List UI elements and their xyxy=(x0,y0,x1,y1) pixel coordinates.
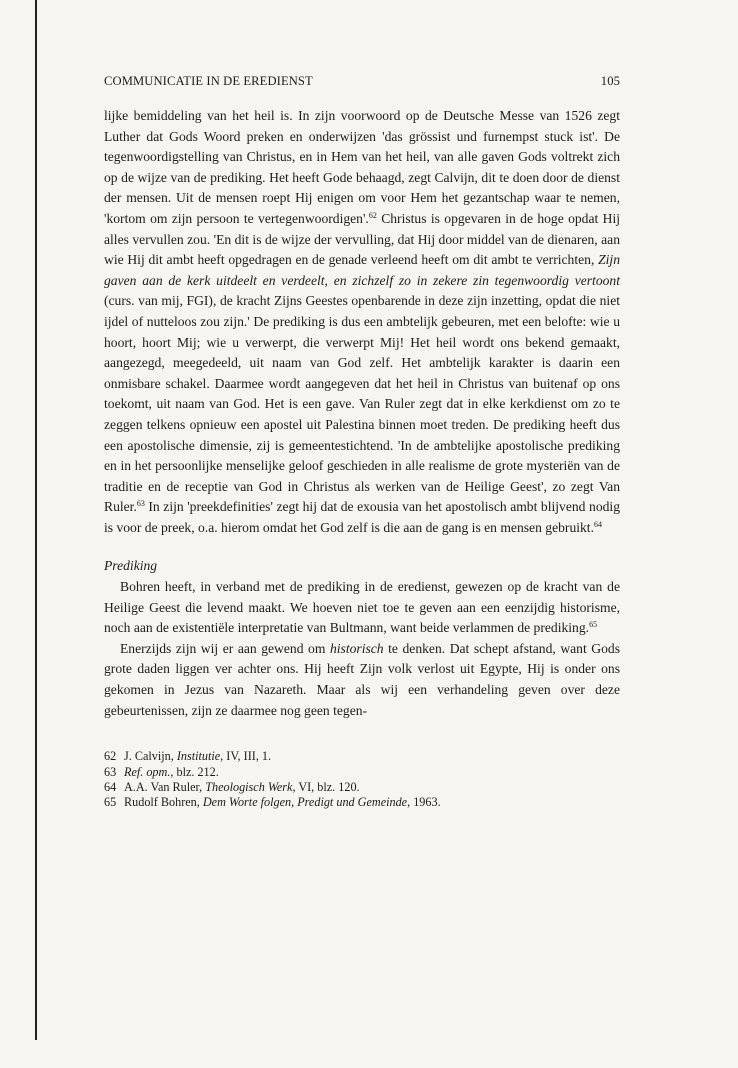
footnote-number: 62 xyxy=(104,749,117,764)
footnote-text-italic: Dem Worte folgen, Predigt und Gemeinde xyxy=(202,795,408,810)
footnote-number: 64 xyxy=(104,780,117,795)
footnote-text xyxy=(124,780,360,795)
footnote-text xyxy=(124,795,441,810)
section-heading: Prediking xyxy=(104,558,158,574)
footnote-text-post: , IV, III, 1. xyxy=(220,749,272,764)
footnote-text-post: , 1963. xyxy=(407,795,441,810)
running-header-title: COMMUNICATIE IN DE EREDIENST xyxy=(104,74,313,88)
footnote-ref-65: 65 xyxy=(589,620,598,630)
footnote-text xyxy=(124,765,219,780)
footnote-text-pre: Rudolf Bohren, xyxy=(124,795,203,810)
paragraph-3-text-b: te denken. Dat schept afstand, want Gods grote daden liggen ver achter ons. Hij heeft Zijn volk verlost uit Egypte, Hij is onder ons gekomen in Jezus van Nazareth. Maar als wij een verhandeling geven over deze gebeurtenissen, zijn ze daarmee nog geen tegen- xyxy=(104,640,620,718)
paragraph-1-text-d: In zijn 'preekdefinities' zegt hij dat de exousia van het apostolisch ambt blijvend nodig is voor de preek, o.a. hierom omdat het God zelf is die aan de gang is en mensen gebruikt. xyxy=(104,499,620,535)
footnote-number: 65 xyxy=(104,795,117,810)
footnote-text-italic: Institutie xyxy=(176,749,221,764)
footnote-ref-62: 62 xyxy=(368,210,377,220)
book-spine-edge xyxy=(35,0,37,1040)
footnote-text-post: , blz. 212. xyxy=(170,764,219,779)
paragraph-1-text-a: lijke bemiddeling van het heil is. In zijn voorwoord op de Deutsche Messe van 1526 zegt Luther dat Gods Woord preken en onderwijzen 'das grössist und furnempst stuck ist'. De tegenwoordigstelling van Christus, en in Hem van het heil, van alle gaven Gods voltrekt zich op de wijze van de prediking. Het heeft Gode behaagd, zegt Calvijn, dit te doen door de dienst der mensen. Uit de mensen roept Hij enigen om voor Hem het gezantschap waar te nemen, 'kortom om zijn persoon te vertegenwoordigen'. xyxy=(104,108,620,226)
paragraph-3-text-a: Enerzijds zijn wij er aan gewend om xyxy=(120,640,330,656)
footnote-number: 63 xyxy=(104,764,117,779)
footnotes xyxy=(104,749,620,811)
footnote xyxy=(104,795,620,810)
book-page xyxy=(104,74,620,811)
paragraph-1-text-b: Christus is opgevaren in de hoge opdat Hij alles vervullen zou. 'En dit is de wijze der vervulling, dat Hij door middel van de dienaren, aan wie Hij dit ambt heeft opgedragen en de genade verleend heeft om dit ambt te verrichten, xyxy=(104,210,621,268)
footnote-text-pre: J. Calvijn, xyxy=(124,749,177,764)
footnote-ref-64: 64 xyxy=(594,519,602,529)
footnote xyxy=(104,765,620,780)
running-header xyxy=(104,74,620,89)
paragraph-3-italic-word: historisch xyxy=(329,640,384,656)
paragraph-2 xyxy=(104,577,620,639)
footnote xyxy=(104,780,620,795)
footnote xyxy=(104,749,620,764)
footnote-text-pre: A.A. Van Ruler, xyxy=(124,780,206,795)
paragraph-1 xyxy=(104,106,620,538)
footnote-text-italic: Theologisch Werk xyxy=(205,780,293,795)
footnote-text xyxy=(124,749,271,764)
footnote-text-italic: Ref. opm. xyxy=(124,764,171,779)
footnote-ref-63: 63 xyxy=(136,499,145,509)
paragraph-1-italic-quote: Zijn gaven aan de kerk uitdeelt en verdeelt, en zichzelf zo in zekere zin tegenwoordig vertoont xyxy=(104,252,620,288)
body-text xyxy=(104,106,620,721)
paragraph-3 xyxy=(104,639,620,721)
page-number: 105 xyxy=(600,74,620,88)
paragraph-2-text: Bohren heeft, in verband met de prediking in de eredienst, gewezen op de kracht van de Heilige Geest die levend maakt. We hoeven niet toe te geven aan een eenzijdig historisme, noch aan de existentiële interpretatie van Bultmann, want beide verlammen de prediking. xyxy=(104,579,620,636)
paragraph-1-text-c: (curs. van mij, FGI), de kracht Zijns Geestes openbarende in deze zijn inzetting, opdat die niet ijdel of nutteloos zou zijn.' De prediking is dus een ambtelijk gebeuren, met een belofte: wie u hoort, hoort Mij; wie u verwerpt, die verwerpt Mij! Het heil wordt ons bekend gemaakt, aangezegd, meegedeeld, uit naam van God zelf. Het ambtelijk karakter is daarin een onmisbare schakel. Daarmee wordt aangegeven dat het heil in Christus van buitenaf op ons toekomt, uit naam van God. Het is een gave. Van Ruler zegt dat in elke kerkdienst om zo te zeggen telkens opnieuw een apostel uit Palestina binnen moet treden. De prediking heeft dus een apostolische dimensie, zij is gemeentestichtend. 'In de ambtelijke apostolische prediking en in het persoonlijke menselijke geloof geschieden in alle realisme de grote mysteriën van de traditie en de receptie van God in Christus als werken van de Heilige Geest', zo zegt Van Ruler. xyxy=(104,293,620,515)
footnote-text-post: , VI, blz. 120. xyxy=(292,780,360,795)
